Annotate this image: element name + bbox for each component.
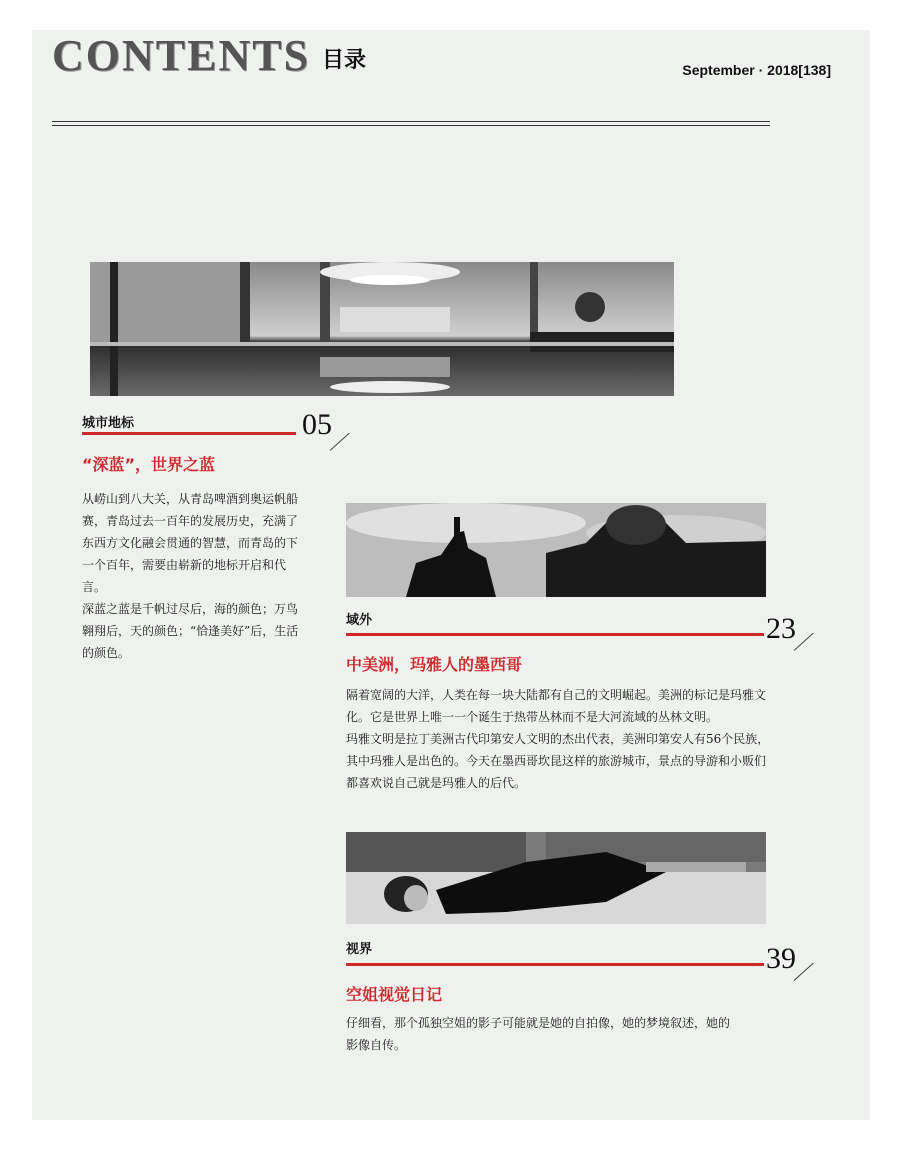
issue-info: September · 2018[138]	[682, 62, 831, 78]
summary-paragraph: 深蓝之蓝是千帆过尽后，海的颜色；万鸟翱翔后，天的颜色；“恰逢美好”后，生活的颜色。	[82, 602, 299, 660]
mexico-photo	[346, 503, 766, 597]
pool-photo	[90, 262, 674, 396]
article-summary	[82, 488, 304, 664]
page-number: 23	[766, 612, 796, 645]
article-title: 空姐视觉日记	[346, 985, 443, 1004]
section-rule	[346, 963, 764, 966]
contents-heading-cn: 目录	[322, 48, 367, 73]
summary-paragraph: 隔着宽阔的大洋，人类在每一块大陆都有自己的文明崛起。美洲的标记是玛雅文化。它是世界上唯一一个诞生于热带丛林而不是大河流域的丛林文明。	[346, 688, 767, 724]
section-rule	[82, 432, 296, 435]
section-rule	[346, 633, 764, 636]
article-summary	[346, 1012, 730, 1056]
article-title: 中美洲，玛雅人的墨西哥	[346, 655, 523, 674]
attendant-photo	[346, 832, 766, 924]
page-number: 05	[302, 408, 332, 441]
section-label: 视界	[346, 942, 373, 957]
header-rule-1	[52, 121, 770, 122]
section-label: 域外	[346, 613, 373, 628]
page-number: 39	[766, 942, 796, 975]
summary-paragraph: 仔细看，那个孤独空姐的影子可能就是她的自拍像，她的梦境叙述，她的影像自传。	[346, 1016, 731, 1052]
summary-paragraph: 从崂山到八大关，从青岛啤酒到奥运帆船赛，青岛过去一百年的发展历史，充满了东西方文化融会贯通的智慧，而青岛的下一个百年，需要由崭新的地标开启和代言。	[82, 492, 299, 594]
article-summary	[346, 684, 770, 794]
section-label: 城市地标	[82, 416, 135, 431]
summary-paragraph: 玛雅文明是拉丁美洲古代印第安人文明的杰出代表，美洲印第安人有56个民族，其中玛雅人是出色的。今天在墨西哥坎昆这样的旅游城市，景点的导游和小贩们都喜欢说自己就是玛雅人的后代。	[346, 732, 770, 790]
article-title: “深蓝”，世界之蓝	[82, 455, 216, 474]
contents-heading: CONTENTS	[52, 31, 311, 80]
header-rule-2	[52, 125, 770, 126]
